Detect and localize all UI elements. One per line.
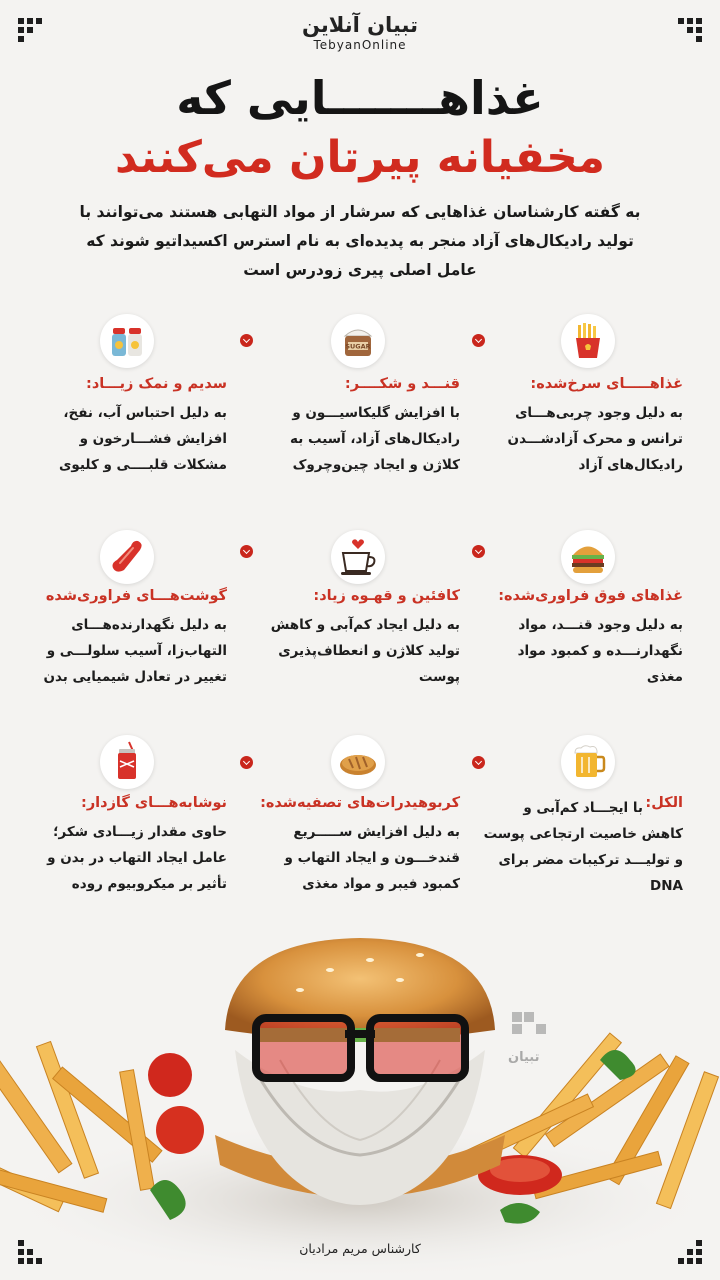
item-title: کربوهیدرات‌های تصفیه‌شده: — [260, 795, 460, 811]
author-credit: کارشناس مریم مرادیان — [299, 1241, 421, 1256]
beer-mug-icon — [561, 735, 615, 789]
item-description: به دلیل نگهدارنده‌هـــای التهاب‌زا، آسیب سلولـــی و تغییر در تعادل شیمیایی بدن — [43, 617, 227, 685]
item-description: به دلیل احتباس آب، نفخ، افزایش فشـــارخون و مشکلات قلبــــی و کلیوی — [59, 405, 227, 473]
check-bullet-icon — [472, 545, 485, 558]
brand-logo — [0, 12, 720, 52]
item-description: به دلیل وجود چربی‌هـــای ترانس و محرک آزادشـــدن رادیکال‌های آزاد — [507, 405, 683, 473]
fries-icon — [561, 314, 615, 368]
item-description: به دلیل ایجاد کم‌آبی و کاهش تولید کلاژن و انعطاف‌پذیری پوست — [270, 617, 460, 685]
item-description: با افزایش گلیکاسیـــون و رادیکال‌های آزاد، آسیب به کلاژن و ایجاد چین‌وچروک — [290, 405, 460, 473]
burger-icon — [561, 530, 615, 584]
item-title: غذاهای فوق فراوری‌شده: — [498, 588, 683, 604]
sugar-jar-icon — [331, 314, 385, 368]
watermark-text: تبیان — [508, 1050, 540, 1065]
sausage-icon — [100, 530, 154, 584]
burger-illustration — [0, 900, 720, 1280]
corner-ornament-bottom-right — [674, 1236, 702, 1264]
item-title: الکل: — [645, 795, 683, 811]
brand-name-en: TebyanOnline — [313, 38, 407, 52]
svg-text:SUGAR: SUGAR — [345, 342, 371, 351]
salt-shaker-icon — [100, 314, 154, 368]
item-title: کافئین و قهـوه زیاد: — [313, 588, 460, 604]
check-bullet-icon — [240, 545, 253, 558]
item-title: سدیم و نمک زیـــاد: — [86, 376, 227, 392]
check-bullet-icon — [472, 756, 485, 769]
item-description: به دلیل افزایش ســـــریع قندخـــون و ایجاد التهاب و کمبود فیبر و مواد مغذی — [284, 824, 460, 892]
corner-ornament-bottom-left — [18, 1236, 46, 1264]
item-title: گوشت‌هـــای فراوری‌شده — [45, 588, 227, 604]
check-bullet-icon — [472, 334, 485, 347]
item-description: به دلیل وجود قنـــد، مواد نگهدارنـــده و کمبود مواد مغذی — [517, 617, 683, 685]
coffee-cup-icon — [331, 530, 385, 584]
intro-paragraph: به گفته کارشناسان غذاهایی که سرشار از مواد التهابی هستند می‌توانند با تولید رادیکال‌های آزاد منجر به پدیده‌ای به نام استرس اکسیداتیو شوند که عامل اصلی پیری زودرس است — [79, 203, 641, 279]
page-title-line2: مخفیانه پیرتان می‌کنند — [114, 132, 606, 183]
check-bullet-icon — [240, 756, 253, 769]
item-description: حاوی مقدار زیـــادی شکر؛ عامل ایجاد التهاب در بدن و تأثیر بر میکروبیوم روده — [47, 824, 227, 892]
item-title: نوشابه‌هـــای گازدار: — [81, 795, 227, 811]
item-title: قنـــد و شکــــر: — [344, 376, 460, 392]
item-title: غذاهـــــای سرخ‌شده: — [530, 376, 683, 392]
bread-icon — [331, 735, 385, 789]
page-title-line1: غذاهـــــــایی که — [176, 71, 544, 125]
brand-name-fa: تبیان آنلاین — [302, 13, 418, 37]
soda-can-icon — [100, 735, 154, 789]
check-bullet-icon — [240, 334, 253, 347]
item-description: با ایجـــاد کم‌آبی و کاهش خاصیت ارتجاعی پوست و تولیـــد ترکیبات مضر برای DNA — [483, 800, 683, 894]
